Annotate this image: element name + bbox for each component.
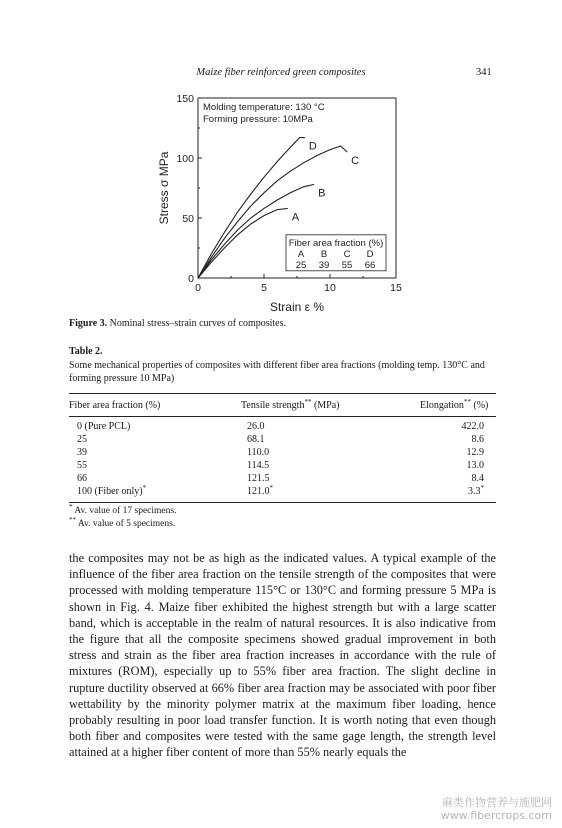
chart-annotation-1: Forming pressure: 10MPa [203,114,313,125]
legend-key-C: C [343,248,351,260]
row-6-elongation [409,486,484,497]
row-6-elongation-mark: * [480,484,484,492]
figure-caption [69,318,286,329]
chart-annotation-0: Molding temperature: 130 °C [203,102,325,113]
legend-key-A: A [297,248,305,260]
row-1-strength: 26.0 [247,421,265,432]
footnote-2 [69,516,176,529]
row-5-strength: 121.5 [247,473,270,484]
footnote-2-mark: ** [69,516,76,524]
footnote-2-text: Av. value of 5 specimens. [76,519,176,529]
x-tick-label-3: 15 [390,282,402,294]
y-tick-label-2: 100 [176,153,194,165]
site-watermark [441,796,552,822]
series-D-label: D [308,140,317,153]
header-elongation-label: Elongation [420,400,464,411]
header-elongation-mark: ** [463,398,471,406]
row-4-strength: 114.5 [247,460,270,471]
x-axis-label: Strain ε % [269,300,325,313]
watermark-line-2: www.fibercrops.com [440,809,552,822]
footnote-1-mark: * [69,503,73,511]
row-6-strength-mark: * [269,484,273,492]
page-number: 341 [476,67,492,78]
legend-key-D: D [366,248,374,260]
legend-value-C: 55 [341,259,353,271]
row-3-strength: 110.0 [247,447,270,458]
series-C-label: C [351,155,360,167]
series-B-label: B [318,187,326,200]
y-axis-label: Stress σ MPa [157,151,171,225]
figure-caption-text: Nominal stress–strain curves of composites. [107,318,287,329]
row-1-elongation: 422.0 [461,421,484,432]
row-6-fraction-mark: * [142,484,147,492]
figure-caption-label: Figure 3. [69,318,108,329]
row-3-fraction: 39 [77,447,87,458]
row-2-elongation: 8.6 [471,434,484,445]
footnote-1-text: Av. value of 17 specimens. [72,506,177,516]
x-tick-label-0: 0 [195,282,201,294]
watermark-line-1: 麻类作物营养与施肥网 [442,796,552,809]
row-6-fraction [77,486,146,497]
legend-value-D: 66 [364,259,376,271]
series-A-label: A [291,211,300,224]
table-bottom-rule [69,502,496,503]
series-A-line [198,208,288,278]
legend-value-B: 39 [318,259,330,271]
row-6-fraction-text: 100 (Fiber only) [77,486,143,497]
table-description: Some mechanical properties of composites with different fiber area fractions (molding temp. 130°C and forming pressure 10 MPa) [69,360,485,384]
legend-key-B: B [320,248,328,260]
body-paragraph: the composites may not be as high as the indicated values. A typical example of the influence of the fiber area fraction on the tensile strength of the composites that were processed with molding temperature 115°C or 130°C and forming pressure 5 MPa is shown in Fig. 4. Maize fiber exhibited the highest strength but with a large scatter band, which is acceptable in the realm of natural resources. It is also indicative from the figure that all the composite specimens showed gradual improvement in both stress and strain as the fiber area fraction increases in accordance with the rule of mixtures (ROM), especially up to 55% fiber area fraction. The slight decline in rupture ductility observed at 66% fiber area fraction may be associated with poor fiber wettability by the minority polymer matrix at the maximum fiber loading, hence probably resulting in poor load transfer function. It is worth noting that even though both fiber and composites were tested with the same gage length, the strength level attained at a higher fiber content of more than 55% nearly equals the [69,551,496,760]
header-strength-mark: ** [304,398,312,406]
table-header-rule [69,416,496,417]
header-strength-label: Tensile strength [241,400,305,411]
table-header-strength [241,400,340,411]
row-6-strength-text: 121.0 [247,486,270,497]
row-4-fraction: 55 [77,460,87,471]
table-top-rule [69,393,496,394]
stress-strain-chart [150,88,410,313]
row-5-elongation: 8.4 [471,473,484,484]
y-tick-label-0: 0 [188,273,194,285]
x-tick-label-2: 10 [324,282,336,294]
table-title: Table 2. [69,346,103,357]
row-3-elongation: 12.9 [466,447,484,458]
row-1-fraction: 0 (Pure PCL) [77,421,131,432]
row-5-fraction: 66 [77,473,87,484]
table-header-elongation [420,400,488,411]
row-6-strength [247,486,273,497]
footnote-1 [69,503,177,516]
header-strength-unit: (MPa) [313,400,340,411]
legend-title: Fiber area fraction (%) [288,237,384,249]
x-tick-label-1: 5 [261,282,267,294]
legend-value-A: 25 [295,259,307,271]
row-2-fraction: 25 [77,434,87,445]
table-header-fraction: Fiber area fraction (%) [69,400,161,411]
row-4-elongation: 13.0 [466,460,484,471]
running-title: Maize fiber reinforced green composites [196,67,366,78]
header-elongation-unit: (%) [473,400,489,411]
row-2-strength: 68.1 [247,434,265,445]
row-6-elongation-text: 3.3 [468,486,481,497]
y-tick-label-1: 50 [182,213,194,225]
y-tick-label-3: 150 [176,93,194,105]
